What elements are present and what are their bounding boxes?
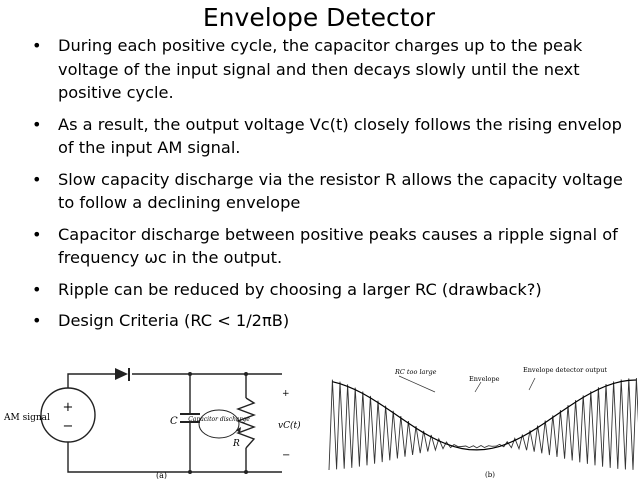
detector-output-trace bbox=[332, 380, 636, 450]
discharge-loop bbox=[199, 410, 239, 438]
bullet-item bbox=[30, 113, 630, 160]
bullet-dot-icon: • bbox=[32, 279, 42, 299]
bullet-dot-icon: • bbox=[32, 311, 42, 330]
am-carrier-waveform bbox=[329, 378, 638, 470]
circuit-diagram bbox=[0, 368, 305, 479]
figure-b-caption: (b) bbox=[485, 471, 495, 479]
bullet-item bbox=[30, 168, 630, 215]
resistor-label: R bbox=[233, 439, 240, 449]
bullet-text: Ripple can be reduced by choosing a larger RC (drawback?) bbox=[58, 279, 542, 299]
bullet-text: Slow capacity discharge via the resistor R allows the capacity voltage to follow a declining envelope bbox=[58, 169, 623, 212]
bullet-dot-icon: • bbox=[32, 224, 42, 244]
junction-dot bbox=[188, 372, 192, 376]
wire-bottom bbox=[68, 442, 282, 472]
capacitor-discharge-label: Capacitor discharge bbox=[188, 416, 250, 423]
output-voltage-label: vC(t) bbox=[278, 421, 301, 431]
envelope-label: Envelope bbox=[469, 375, 500, 383]
junction-dot bbox=[188, 470, 192, 474]
source-minus: − bbox=[62, 419, 74, 434]
bullet-text: As a result, the output voltage Vc(t) closely follows the rising envelop of the input AM signal. bbox=[58, 114, 622, 157]
resistor-symbol bbox=[238, 398, 254, 448]
bullet-item bbox=[30, 309, 630, 333]
bullet-list bbox=[30, 34, 630, 341]
rc-too-large-pointer bbox=[399, 376, 435, 392]
waveform-diagram bbox=[315, 362, 638, 479]
diode-icon bbox=[115, 368, 128, 380]
bullet-item bbox=[30, 34, 630, 105]
junction-dot bbox=[244, 470, 248, 474]
bullet-text: Design Criteria (RC < 1/2πB) bbox=[58, 311, 290, 330]
source-plus: + bbox=[62, 400, 74, 415]
wire-top-left bbox=[68, 374, 115, 388]
capacitor-label: C bbox=[170, 416, 178, 427]
bullet-dot-icon: • bbox=[32, 36, 42, 55]
bullet-text: During each positive cycle, the capacitor charges up to the peak voltage of the input signal and then decays slowly until the next positive cycle. bbox=[58, 36, 583, 102]
output-pointer bbox=[529, 378, 535, 390]
bullet-dot-icon: • bbox=[32, 114, 42, 134]
rc-too-large-label: RC too large bbox=[395, 368, 437, 376]
bullet-item bbox=[30, 278, 630, 302]
slide-title: Envelope Detector bbox=[202, 3, 436, 32]
output-plus: + bbox=[282, 389, 290, 399]
output-minus: − bbox=[282, 450, 291, 461]
figure-a-caption: (a) bbox=[156, 471, 168, 479]
detector-output-label: Envelope detector output bbox=[523, 366, 607, 374]
junction-dot bbox=[244, 372, 248, 376]
bullet-dot-icon: • bbox=[32, 169, 42, 189]
bullet-text: Capacitor discharge between positive peaks causes a ripple signal of frequency ωc in the output. bbox=[58, 224, 618, 267]
am-signal-label: AM signal bbox=[4, 413, 50, 423]
envelope-pointer bbox=[475, 382, 481, 392]
carrier-zigzag bbox=[329, 378, 638, 470]
bullet-item bbox=[30, 223, 630, 270]
